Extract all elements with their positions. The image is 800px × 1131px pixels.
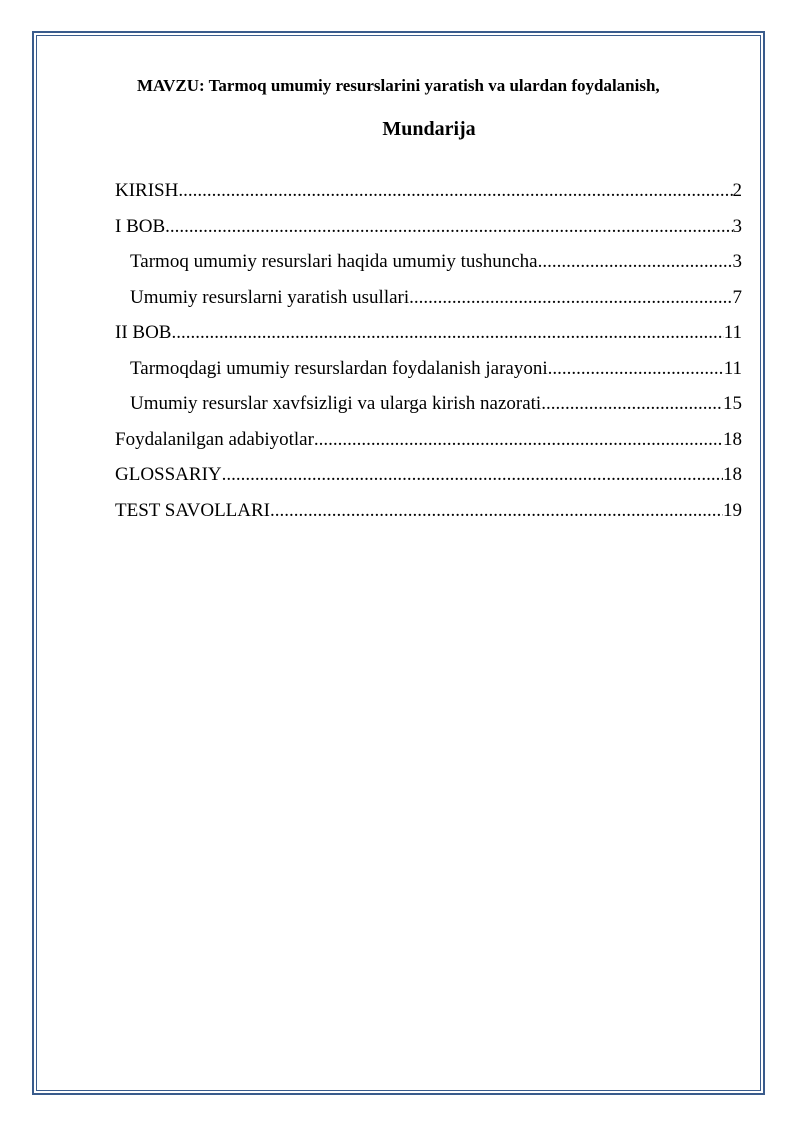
toc-entry-yaratish-usullari[interactable]	[115, 285, 742, 321]
toc-entry-title: Umumiy resurslar xavfsizligi va ularga kirish nazorati	[130, 393, 542, 414]
toc-dot-leader	[538, 249, 733, 275]
toc-entry-glossariy[interactable]	[115, 462, 742, 498]
toc-entry-page: 2	[732, 180, 742, 201]
toc-dot-leader	[222, 462, 723, 488]
toc-entry-title: II BOB	[115, 322, 172, 343]
toc-entry-title: KIRISH	[115, 180, 179, 201]
toc-dot-leader	[165, 214, 732, 240]
toc-dot-leader	[409, 285, 732, 311]
toc-entry-page: 7	[732, 286, 742, 308]
toc-entry-kirish[interactable]	[115, 178, 742, 214]
toc-entry-title: Tarmoq umumiy resurslari haqida umumiy tushuncha	[130, 251, 538, 272]
toc-entry-title: TEST SAVOLLARI	[115, 499, 271, 521]
toc-entry-page: 11	[723, 322, 742, 343]
toc-entry-page: 11	[723, 357, 742, 379]
toc-dot-leader	[178, 178, 732, 204]
toc-entry-page: 19	[723, 499, 742, 521]
toc-entry-xavfsizligi[interactable]	[115, 391, 742, 427]
toc-entry-test-savollari[interactable]	[115, 498, 742, 534]
toc-dot-leader	[171, 320, 723, 346]
toc-entry-ii-bob[interactable]	[115, 320, 742, 356]
toc-entry-title: GLOSSARIY	[115, 464, 222, 485]
toc-entry-page: 18	[723, 428, 742, 450]
toc-entry-page: 3	[732, 251, 742, 272]
toc-entry-foydalanish-jarayoni[interactable]	[115, 356, 742, 392]
toc-entry-adabiyotlar[interactable]	[115, 427, 742, 463]
toc-entry-title: Umumiy resurslarni yaratish usullari	[130, 286, 410, 308]
toc-entry-page: 18	[723, 464, 742, 485]
toc-entry-i-bob[interactable]	[115, 214, 742, 250]
toc-dot-leader	[270, 498, 723, 524]
toc-entry-title: I BOB	[115, 215, 166, 237]
topic-title: MAVZU: Tarmoq umumiy resurslarini yaratish va ulardan foydalanish,	[137, 76, 660, 95]
toc-entry-title: Foydalanilgan adabiyotlar	[115, 428, 314, 450]
toc-entry-page: 15	[723, 393, 742, 414]
toc-entry-title: Tarmoqdagi umumiy resurslardan foydalanish jarayoni	[130, 357, 548, 379]
toc-entry-page: 3	[732, 215, 742, 237]
table-of-contents	[115, 178, 742, 533]
toc-heading: Mundarija	[382, 118, 476, 140]
toc-dot-leader	[548, 356, 724, 382]
toc-entry-umumiy-tushuncha[interactable]	[115, 249, 742, 285]
toc-dot-leader	[314, 427, 723, 453]
toc-dot-leader	[541, 391, 723, 417]
